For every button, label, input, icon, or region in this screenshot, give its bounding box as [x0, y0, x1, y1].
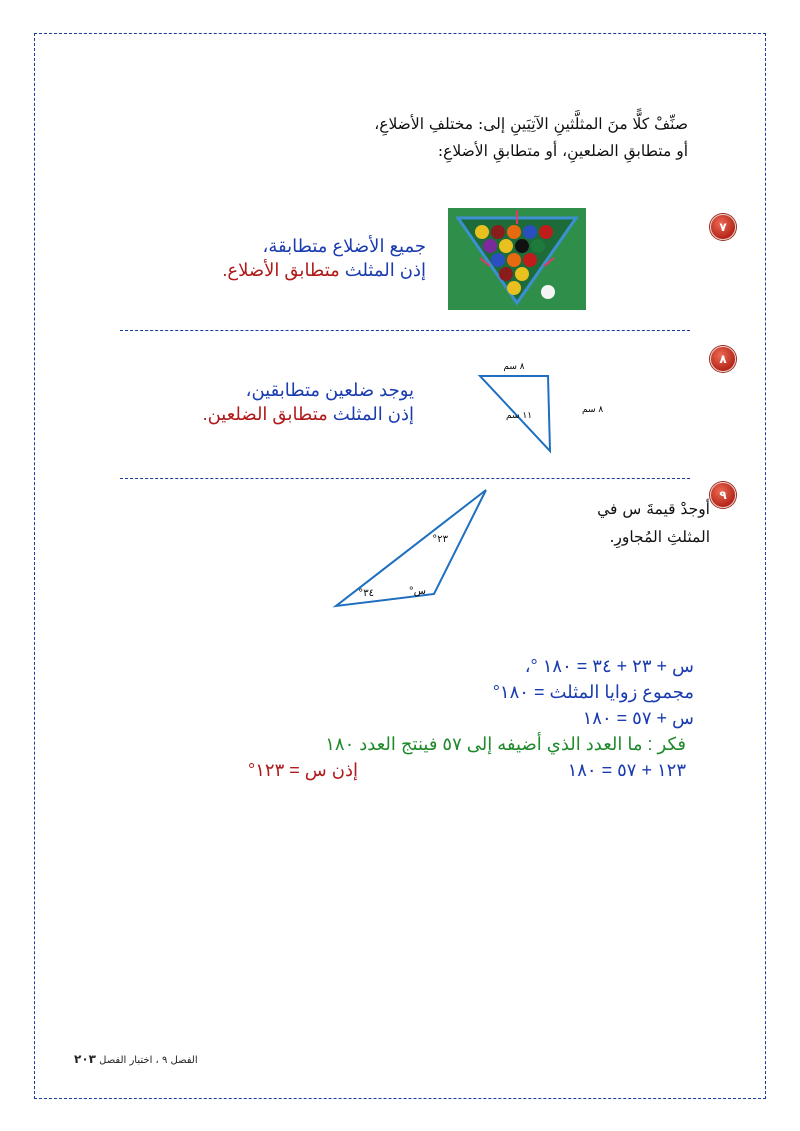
cue-ball — [541, 285, 555, 299]
q8-left-side-label: ١١ سم — [506, 411, 533, 421]
q8-answer — [114, 378, 414, 426]
work-line-5-result: إذن س = ١٢٣° — [248, 760, 358, 780]
q9-angle-top: ٢٣° — [432, 534, 448, 545]
instruction-line-1: صنِّفْ كلًّا منَ المثلَّثينِ الآتِيَينِ إلى: مختلفِ الأضلاعِ، — [374, 115, 688, 133]
question-7-badge: ٧ — [710, 214, 736, 240]
q8-right-side-label: ٨ سم — [582, 405, 604, 415]
q8-answer-result: متطابق الضلعين. — [202, 404, 328, 424]
footer-chapter: الفصل ٩ ، اختبار الفصل — [99, 1055, 198, 1066]
q7-answer — [126, 234, 426, 282]
q7-answer-line-2 — [126, 258, 426, 282]
q9-angle-x: س° — [408, 586, 426, 597]
work-line-2: مجموع زوايا المثلث = ١٨٠° — [492, 682, 694, 702]
separator-1 — [120, 330, 690, 331]
q9-angle-left: ٣٤° — [358, 588, 374, 599]
q8-answer-line-2 — [114, 402, 414, 426]
page-footer — [72, 1052, 198, 1066]
q9-prompt-line-2: المثلثِ المُجاورِ. — [609, 528, 710, 546]
question-9-badge: ٩ — [710, 482, 736, 508]
separator-2 — [120, 478, 690, 479]
q9-prompt-line-1: أوجدْ قيمةَ س في — [597, 500, 710, 518]
question-8-badge: ٨ — [710, 346, 736, 372]
work-line-1: س + ٢٣ + ٣٤ = ١٨٠ °، — [524, 656, 694, 676]
q9-prompt — [530, 495, 710, 551]
q9-triangle-figure — [328, 484, 498, 614]
q8-triangle-figure — [470, 356, 604, 456]
work-line-3: س + ٥٧ = ١٨٠ — [582, 708, 694, 728]
footer-page-number: ٢٠٣ — [74, 1052, 96, 1066]
work-line-5-sum: ١٢٣ + ٥٧ = ١٨٠ — [567, 760, 686, 780]
q8-top-side-label: ٨ سم — [503, 362, 525, 372]
q8-answer-prefix: إذن المثلث — [332, 404, 414, 424]
instruction-text — [168, 111, 688, 165]
q8-answer-line-1: يوجد ضلعين متطابقين، — [245, 380, 414, 400]
q7-answer-line-1: جميع الأضلاع متطابقة، — [262, 236, 426, 256]
q7-answer-result: متطابق الأضلاع. — [222, 260, 340, 280]
work-line-4-hint: فكر : ما العدد الذي أضيفه إلى ٥٧ فينتج العدد ١٨٠ — [325, 734, 686, 754]
q7-answer-prefix: إذن المثلث — [344, 260, 426, 280]
billiard-balls-image — [448, 208, 586, 310]
instruction-line-2: أو متطابقِ الضلعينِ، أو متطابقِ الأضلاعِ: — [437, 142, 688, 160]
